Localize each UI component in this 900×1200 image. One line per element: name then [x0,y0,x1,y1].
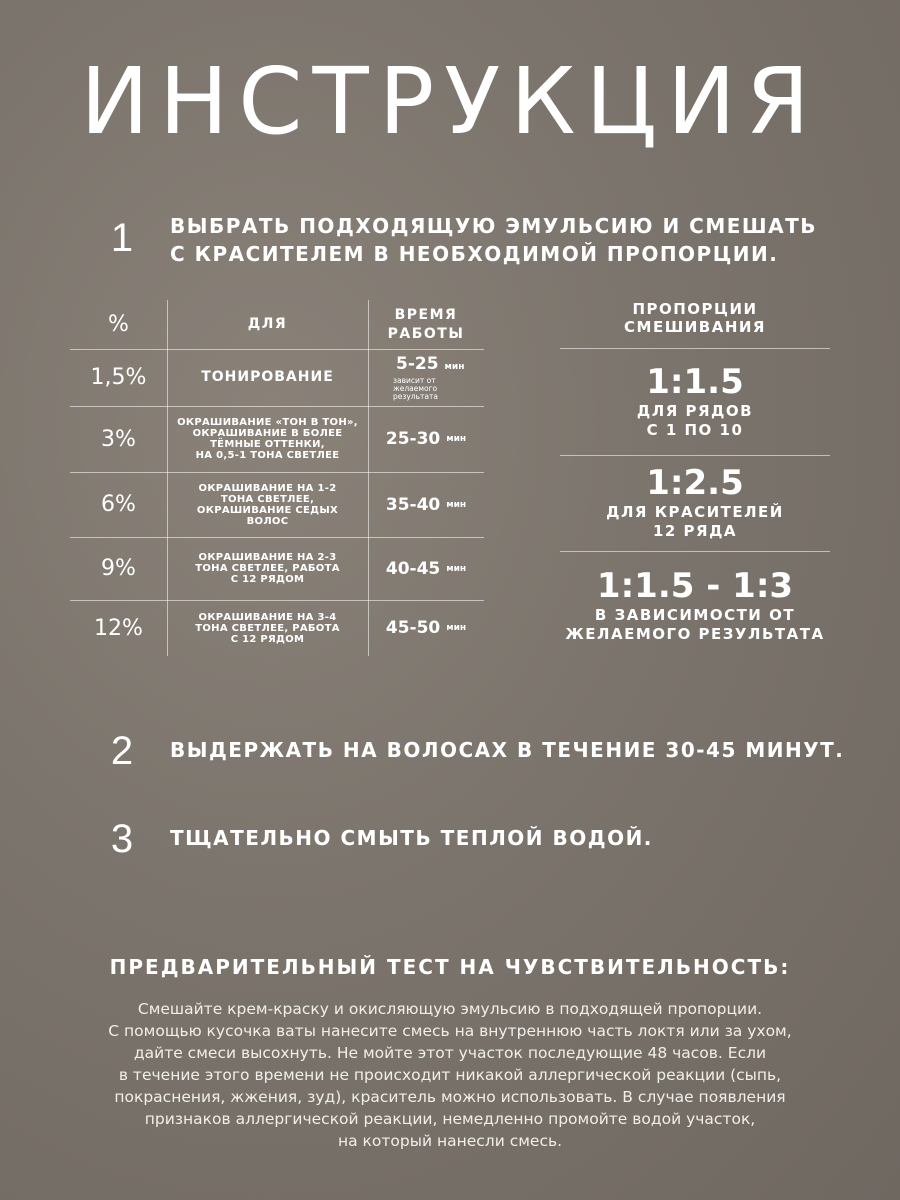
row-3-time-cell [368,472,484,537]
row-5-time: 45-50 [385,618,441,638]
step-1-text: ВЫБРАТЬ ПОДХОДЯЩУЮ ЭМУЛЬСИЮ И СМЕШАТЬ С КРАСИТЕЛЕМ В НЕОБХОДИМОЙ ПРОПОРЦИИ. [170,214,817,266]
row-3-percent: 6% [101,492,136,517]
ratio-1-sub: ДЛЯ РЯДОВ С 1 ПО 10 [636,402,754,439]
ratio-1-value: 1:1.5 [646,362,744,402]
step-2-text: ВЫДЕРЖАТЬ НА ВОЛОСАХ В ТЕЧЕНИЕ 30-45 МИНУТ. [170,738,845,762]
header-for: ДЛЯ [247,316,288,332]
row-2-percent: 3% [101,426,136,452]
row-1-time: 5-25 [396,354,439,374]
row-3-desc: ОКРАШИВАНИЕ НА 1-2 ТОНА СВЕТЛЕЕ, ОКРАШИВАНИЕ СЕДЫХ ВОЛОС [196,482,339,527]
ratios-header: ПРОПОРЦИИ СМЕШИВАНИЯ [624,300,766,336]
row-3-time: 35-40 [385,494,441,515]
row-4-percent: 9% [101,556,136,581]
row-4-time-cell [368,537,484,600]
row-1-note: зависит от желаемого результата [393,376,438,401]
row-5-percent: 12% [94,615,143,641]
step-3-text: ТЩАТЕЛЬНО СМЫТЬ ТЕПЛОЙ ВОДОЙ. [170,826,653,850]
row-4-time: 40-45 [385,558,441,579]
ratio-3 [530,566,860,644]
row-1-unit: мин [444,362,465,372]
step-2-number: 2 [110,729,134,773]
step-1-number: 1 [110,216,134,260]
dilution-table [70,300,484,656]
page-title: ИНСТРУКЦИЯ [80,48,820,155]
row-5-desc: ОКРАШИВАНИЕ НА 3-4 ТОНА СВЕТЛЕЕ, РАБОТА С 12 РЯДОМ [195,611,340,645]
test-title: ПРЕДВАРИТЕЛЬНЫЙ ТЕСТ НА ЧУВСТВИТЕЛЬНОСТЬ: [109,955,791,979]
ratio-3-value: 1:1.5 - 1:3 [596,566,794,606]
step-3-number: 3 [110,817,134,861]
row-2-time-cell [368,406,484,472]
header-percent: % [108,312,129,337]
row-4-desc: ОКРАШИВАНИЕ НА 2-3 ТОНА СВЕТЛЕЕ, РАБОТА С 12 РЯДОМ [195,552,340,585]
header-time: ВРЕМЯ РАБОТЫ [387,306,465,342]
row-5-time-cell [368,600,484,656]
test-body: Смешайте крем-краску и окисляющую эмульсию в подходящей пропорции. С помощью кусочка ваты нанесите смесь на внутреннюю часть локтя или за ухом, дайте смеси высохнуть. Не мойте этот участок последующие 48 часов. Если в течение этого времени не происходит никакой аллергической реакции (сыпь, покраснения, жжения, зуд), краситель можно использовать. В случае появления признаков аллергической реакции, немедленно промойте водой участок, на который нанесли смесь. [108,1000,792,1150]
row-2-time: 25-30 [385,429,441,449]
ratio-2-value: 1:2.5 [646,463,744,503]
row-1-percent: 1,5% [90,365,147,390]
row-5-unit: мин [446,623,467,633]
row-4-unit: мин [446,563,467,574]
row-3-unit: мин [446,499,467,510]
ratio-2 [530,463,860,541]
ratio-2-sub: ДЛЯ КРАСИТЕЛЕЙ 12 РЯДА [606,503,784,540]
row-1-time-cell [368,349,484,406]
ratio-3-sub: В ЗАВИСИМОСТИ ОТ ЖЕЛАЕМОГО РЕЗУЛЬТАТА [565,606,825,643]
row-2-unit: мин [446,434,467,444]
row-1-desc: ТОНИРОВАНИЕ [201,369,334,385]
row-2-desc: ОКРАШИВАНИЕ «ТОН В ТОН», ОКРАШИВАНИЕ В БОЛЕЕ ТЁМНЫЕ ОТТЕНКИ, НА 0,5-1 ТОНА СВЕТЛЕЕ [177,417,358,461]
ratio-1 [530,362,860,440]
